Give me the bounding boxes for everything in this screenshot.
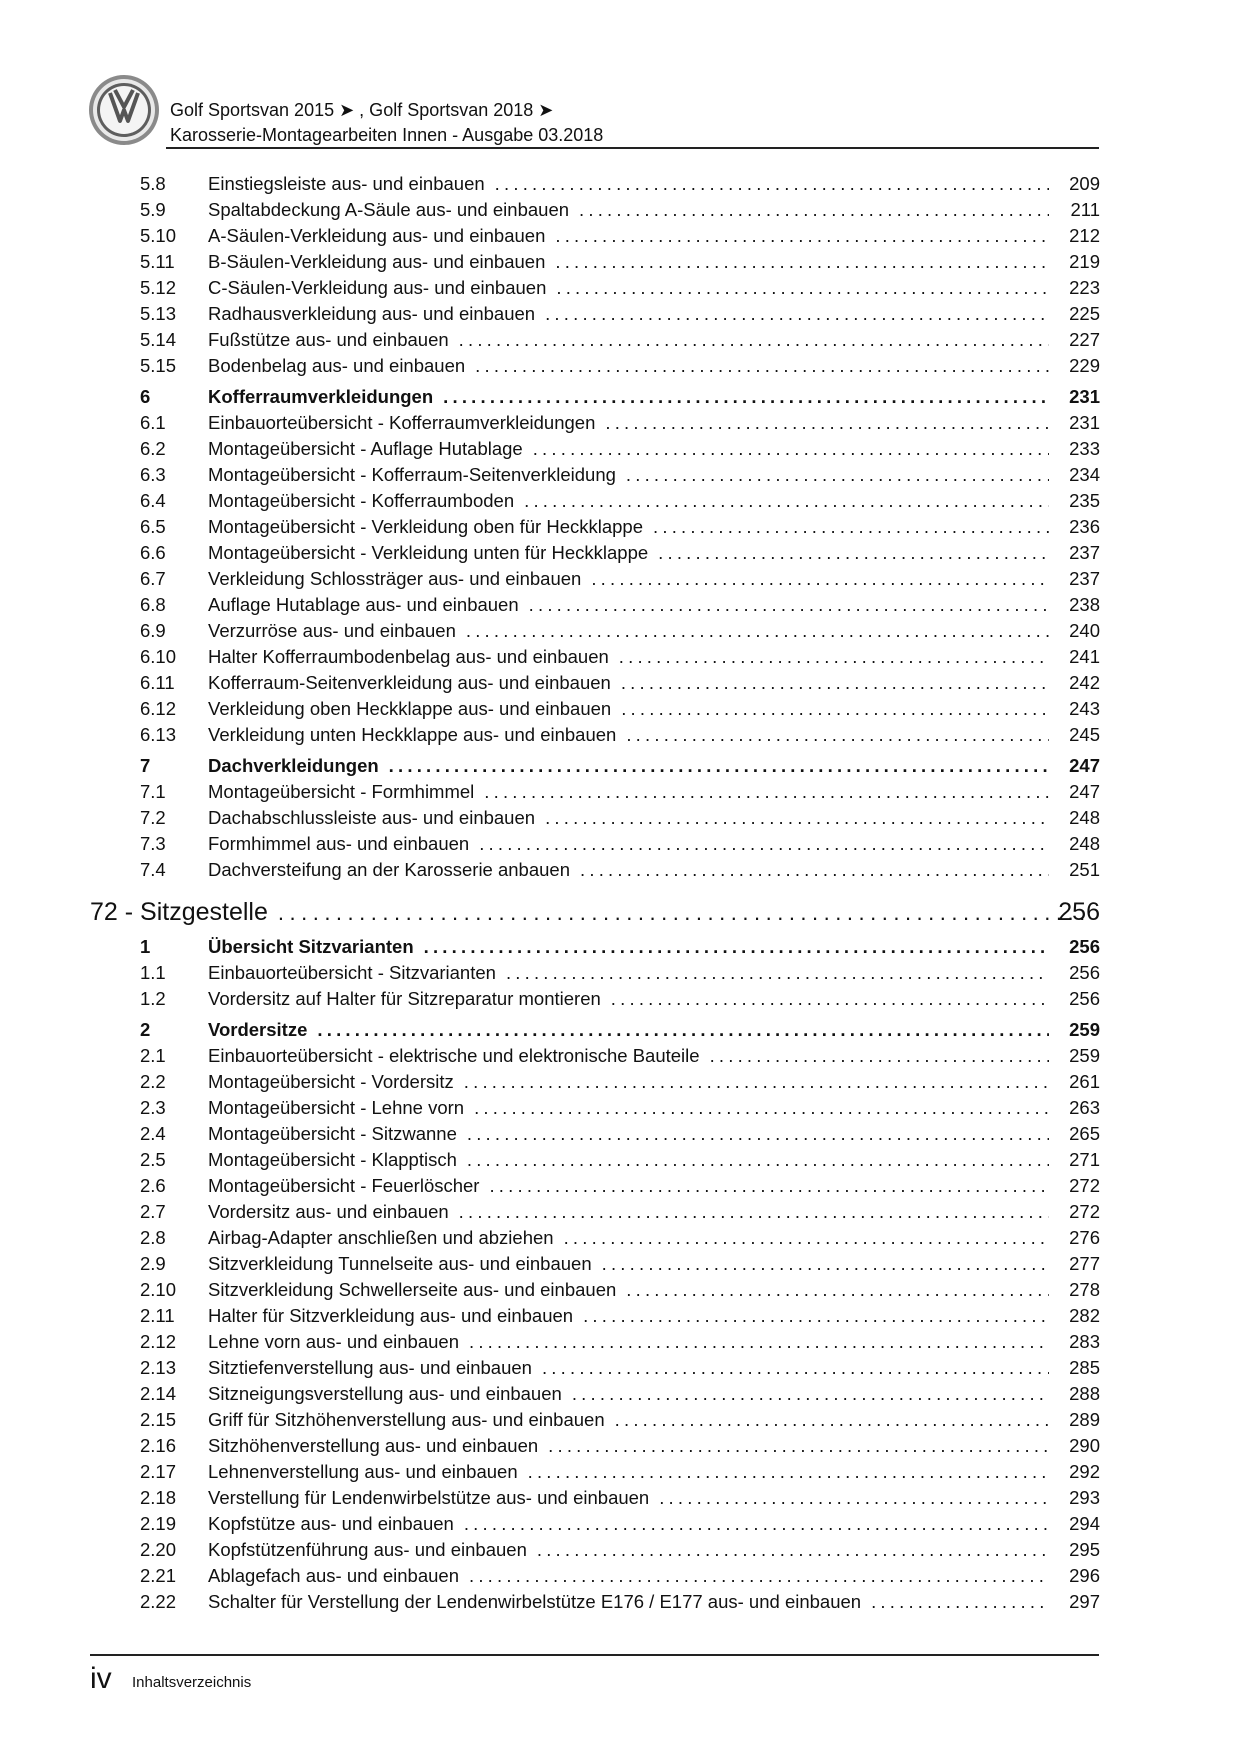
toc-entry-title: Schalter für Verstellung der Lendenwirbelstütze E176 / E177 aus- und einbauen .....	[208, 1589, 1049, 1615]
toc-entry-page: 248	[1069, 807, 1100, 828]
toc-entry[interactable]	[0, 1485, 1240, 1511]
toc-entry[interactable]	[0, 1043, 1240, 1069]
toc-entry-title: Dachabschlussleiste aus- und einbauen .....	[208, 805, 1049, 831]
toc-entry-title: Radhausverkleidung aus- und einbauen .....	[208, 301, 1049, 327]
toc-entry[interactable]	[0, 1459, 1240, 1485]
toc-entry[interactable]	[0, 1173, 1240, 1199]
toc-entry-title: Montageübersicht - Lehne vorn .....	[208, 1095, 1049, 1121]
toc-entry-page: 243	[1069, 698, 1100, 719]
toc-entry-title: Dachverkleidungen .....	[208, 753, 1049, 779]
toc-entry-number: 6.9	[140, 620, 166, 641]
toc-entry-page: 212	[1069, 225, 1100, 246]
toc-entry-page: 242	[1069, 672, 1100, 693]
toc-entry-number: 7.3	[140, 833, 166, 854]
toc-entry-number: 2.11	[140, 1305, 175, 1326]
toc-entry-number: 5.9	[140, 199, 166, 220]
toc-entry-title: Sitzneigungsverstellung aus- und einbauen .....	[208, 1381, 1049, 1407]
toc-entry-number: 6.5	[140, 516, 166, 537]
toc-entry-title: Übersicht Sitzvarianten .....	[208, 934, 1049, 960]
toc-entry[interactable]	[0, 353, 1240, 379]
toc-entry-title: Spaltabdeckung A-Säule aus- und einbauen .....	[208, 197, 1049, 223]
toc-entry-number: 2.4	[140, 1123, 166, 1144]
toc-entry-title: Vordersitze .....	[208, 1017, 1049, 1043]
toc-entry-number: 2.13	[140, 1357, 177, 1378]
toc-entry-page: 238	[1069, 594, 1100, 615]
toc-entry-page: 236	[1069, 516, 1100, 537]
toc-entry-title: Montageübersicht - Klapptisch .....	[208, 1147, 1049, 1173]
toc-entry-number: 1.1	[140, 962, 166, 983]
toc-entry-number: 7	[140, 755, 151, 776]
toc-entry-page: 261	[1069, 1071, 1100, 1092]
toc-entry[interactable]	[0, 171, 1240, 197]
toc-entry-title: Lehnenverstellung aus- und einbauen .....	[208, 1459, 1049, 1485]
toc-section[interactable]	[0, 934, 1240, 960]
toc-entry-page: 231	[1069, 386, 1100, 407]
toc-entry[interactable]	[0, 1563, 1240, 1589]
toc-entry[interactable]	[0, 1511, 1240, 1537]
toc-entry-number: 6.1	[140, 412, 166, 433]
toc-entry-page: 256	[1069, 962, 1100, 983]
toc-entry-title: Formhimmel aus- und einbauen .....	[208, 831, 1049, 857]
toc-entry[interactable]	[0, 1069, 1240, 1095]
toc-entry[interactable]	[0, 1381, 1240, 1407]
toc-entry[interactable]	[0, 1303, 1240, 1329]
toc-entry-page: 290	[1069, 1435, 1100, 1456]
toc-entry-number: 1.2	[140, 988, 166, 1009]
vw-logo	[88, 74, 160, 146]
toc-entry-page: 282	[1069, 1305, 1100, 1326]
toc-entry-number: 2.3	[140, 1097, 166, 1118]
toc-entry[interactable]	[0, 831, 1240, 857]
toc-entry-number: 2.5	[140, 1149, 166, 1170]
toc-entry-title: Verkleidung Schlossträger aus- und einbauen .....	[208, 566, 1049, 592]
toc-entry[interactable]	[0, 618, 1240, 644]
toc-entry[interactable]	[0, 275, 1240, 301]
toc-entry-number: 2.22	[140, 1591, 177, 1612]
toc-entry-title: Kopfstütze aus- und einbauen .....	[208, 1511, 1049, 1537]
toc-entry-number: 2	[140, 1019, 151, 1040]
toc-entry-title: Halter für Sitzverkleidung aus- und einbauen .....	[208, 1303, 1049, 1329]
toc-entry-number: 6.10	[140, 646, 177, 667]
toc-entry-title: Ablagefach aus- und einbauen .....	[208, 1563, 1049, 1589]
toc-entry[interactable]	[0, 197, 1240, 223]
toc-entry-page: 295	[1069, 1539, 1100, 1560]
toc-entry[interactable]	[0, 514, 1240, 540]
toc-entry[interactable]	[0, 805, 1240, 831]
toc-entry-title: Dachversteifung an der Karosserie anbauen .....	[208, 857, 1049, 883]
toc-entry-title: Einstiegsleiste aus- und einbauen .....	[208, 171, 1049, 197]
toc-entry[interactable]	[0, 488, 1240, 514]
toc-entry-number: 5.11	[140, 251, 175, 272]
toc-entry-page: 277	[1069, 1253, 1100, 1274]
toc-entry[interactable]	[0, 1433, 1240, 1459]
toc-entry-page: 247	[1069, 781, 1100, 802]
toc-entry-page: 227	[1069, 329, 1100, 350]
toc-entry-title: Auflage Hutablage aus- und einbauen .....	[208, 592, 1049, 618]
toc-entry-page: 285	[1069, 1357, 1100, 1378]
toc-entry-number: 2.2	[140, 1071, 166, 1092]
toc-entry[interactable]	[0, 540, 1240, 566]
toc-entry-page: 241	[1069, 646, 1100, 667]
toc-entry[interactable]	[0, 960, 1240, 986]
toc-entry-number: 6.11	[140, 672, 175, 693]
footer-page-number: iv	[90, 1662, 112, 1695]
header-divider	[166, 147, 1099, 149]
toc-entry-number: 7.1	[140, 781, 166, 802]
header-manual-title: Karosserie-Montagearbeiten Innen - Ausgabe 03.2018	[170, 125, 604, 145]
toc-entry-title: Kofferraumverkleidungen .....	[208, 384, 1049, 410]
toc-entry[interactable]	[0, 1121, 1240, 1147]
toc-entry-page: 294	[1069, 1513, 1100, 1534]
toc-entry-number: 2.6	[140, 1175, 166, 1196]
toc-entry[interactable]	[0, 1147, 1240, 1173]
toc-entry-title: Sitztiefenverstellung aus- und einbauen .....	[208, 1355, 1049, 1381]
toc-section[interactable]	[0, 384, 1240, 410]
toc-entry-number: 2.7	[140, 1201, 166, 1222]
toc-entry-number: 2.18	[140, 1487, 177, 1508]
toc-entry-title: Griff für Sitzhöhenverstellung aus- und einbauen .....	[208, 1407, 1049, 1433]
toc-entry-title: Sitzhöhenverstellung aus- und einbauen .....	[208, 1433, 1049, 1459]
toc-entry-page: 271	[1069, 1149, 1100, 1170]
toc-entry-title: Montageübersicht - Auflage Hutablage .....	[208, 436, 1049, 462]
toc-entry-title: Fußstütze aus- und einbauen .....	[208, 327, 1049, 353]
toc-entry[interactable]	[0, 1277, 1240, 1303]
toc-entry-page: 234	[1069, 464, 1100, 485]
toc-entry-title: Halter Kofferraumbodenbelag aus- und einbauen .....	[208, 644, 1049, 670]
toc-entry-page: 283	[1069, 1331, 1100, 1352]
toc-entry-title: A-Säulen-Verkleidung aus- und einbauen .....	[208, 223, 1049, 249]
toc-entry[interactable]	[0, 566, 1240, 592]
toc-entry-page: 288	[1069, 1383, 1100, 1404]
toc-entry-title: 72 - Sitzgestelle .....	[90, 896, 1090, 929]
toc-entry-title: Montageübersicht - Verkleidung unten für Heckklappe .....	[208, 540, 1049, 566]
toc-entry-page: 251	[1069, 859, 1100, 880]
toc-entry-number: 6.12	[140, 698, 177, 719]
toc-entry-page: 278	[1069, 1279, 1100, 1300]
toc-entry-number: 2.21	[140, 1565, 177, 1586]
toc-entry-number: 2.20	[140, 1539, 177, 1560]
toc-entry[interactable]	[0, 1329, 1240, 1355]
toc-entry-number: 6.4	[140, 490, 166, 511]
toc-entry-page: 211	[1070, 199, 1100, 220]
toc-entry[interactable]	[0, 670, 1240, 696]
toc-entry-title: Verkleidung unten Heckklappe aus- und einbauen .....	[208, 722, 1049, 748]
toc-entry-number: 6	[140, 386, 151, 407]
toc-entry[interactable]	[0, 722, 1240, 748]
toc-entry[interactable]	[0, 644, 1240, 670]
toc-entry-page: 235	[1069, 490, 1100, 511]
toc-entry-number: 6.7	[140, 568, 166, 589]
toc-entry-page: 256	[1069, 988, 1100, 1009]
toc-entry-page: 297	[1069, 1591, 1100, 1612]
toc-entry-title: Montageübersicht - Verkleidung oben für Heckklappe .....	[208, 514, 1049, 540]
toc-entry-page: 225	[1069, 303, 1100, 324]
toc-entry-page: 296	[1069, 1565, 1100, 1586]
toc-entry-number: 2.16	[140, 1435, 177, 1456]
toc-entry-page: 223	[1069, 277, 1100, 298]
toc-entry-page: 219	[1069, 251, 1100, 272]
toc-entry-title: Verkleidung oben Heckklappe aus- und einbauen .....	[208, 696, 1049, 722]
toc-entry-page: 276	[1069, 1227, 1100, 1248]
toc-entry-page: 293	[1069, 1487, 1100, 1508]
toc-entry-number: 1	[140, 936, 151, 957]
toc-entry-page: 237	[1069, 542, 1100, 563]
toc-entry-number: 5.14	[140, 329, 177, 350]
toc-entry-page: 248	[1069, 833, 1100, 854]
toc-section[interactable]	[0, 753, 1240, 779]
toc-entry-number: 5.12	[140, 277, 177, 298]
toc-entry[interactable]	[0, 1589, 1240, 1615]
toc-entry-title: Sitzverkleidung Tunnelseite aus- und einbauen .....	[208, 1251, 1049, 1277]
toc-entry[interactable]	[0, 779, 1240, 805]
toc-entry[interactable]	[0, 986, 1240, 1012]
toc-entry-title: Sitzverkleidung Schwellerseite aus- und einbauen .....	[208, 1277, 1049, 1303]
toc-entry-page: 231	[1069, 412, 1100, 433]
toc-entry[interactable]	[0, 327, 1240, 353]
toc-entry-number: 2.1	[140, 1045, 166, 1066]
toc-entry-title: Montageübersicht - Feuerlöscher .....	[208, 1173, 1049, 1199]
toc-entry-title: Airbag-Adapter anschließen und abziehen .....	[208, 1225, 1049, 1251]
toc-entry[interactable]	[0, 410, 1240, 436]
toc-entry[interactable]	[0, 592, 1240, 618]
toc-entry-title: Kofferraum-Seitenverkleidung aus- und einbauen .....	[208, 670, 1049, 696]
toc-entry-title: Montageübersicht - Sitzwanne .....	[208, 1121, 1049, 1147]
toc-entry-number: 5.13	[140, 303, 177, 324]
footer-title: Inhaltsverzeichnis	[132, 1674, 252, 1691]
toc-entry-page: 245	[1069, 724, 1100, 745]
toc-entry-number: 6.3	[140, 464, 166, 485]
toc-entry-page: 265	[1069, 1123, 1100, 1144]
toc-entry[interactable]	[0, 1537, 1240, 1563]
toc-entry[interactable]	[0, 696, 1240, 722]
toc-entry-page: 272	[1069, 1175, 1100, 1196]
toc-entry-title: Einbauorteübersicht - Kofferraumverkleidungen .....	[208, 410, 1049, 436]
toc-entry[interactable]	[0, 1225, 1240, 1251]
toc-entry-page: 209	[1069, 173, 1100, 194]
toc-entry[interactable]	[0, 1199, 1240, 1225]
toc-entry-title: Montageübersicht - Vordersitz .....	[208, 1069, 1049, 1095]
toc-entry-page: 289	[1069, 1409, 1100, 1430]
toc-entry-page: 256	[1058, 898, 1100, 926]
toc-entry-page: 240	[1069, 620, 1100, 641]
toc-entry[interactable]	[0, 436, 1240, 462]
header-vehicle-line: Golf Sportsvan 2015 ➤ , Golf Sportsvan 2018 ➤	[170, 100, 554, 120]
toc-entry-title: Einbauorteübersicht - elektrische und elektronische Bauteile .....	[208, 1043, 1049, 1069]
toc-entry-title: Verzurröse aus- und einbauen .....	[208, 618, 1049, 644]
toc-entry-title: Lehne vorn aus- und einbauen .....	[208, 1329, 1049, 1355]
table-of-contents	[0, 171, 1240, 1615]
toc-entry-page: 259	[1069, 1019, 1100, 1040]
toc-entry-number: 2.10	[140, 1279, 177, 1300]
toc-entry[interactable]	[0, 1407, 1240, 1433]
footer-divider	[90, 1654, 1099, 1656]
toc-entry-page: 233	[1069, 438, 1100, 459]
toc-entry-title: C-Säulen-Verkleidung aus- und einbauen .....	[208, 275, 1049, 301]
toc-entry-title: Vordersitz auf Halter für Sitzreparatur montieren .....	[208, 986, 1049, 1012]
toc-entry-number: 5.8	[140, 173, 166, 194]
toc-entry-title: Vordersitz aus- und einbauen .....	[208, 1199, 1049, 1225]
toc-entry-number: 2.17	[140, 1461, 177, 1482]
toc-entry-number: 6.2	[140, 438, 166, 459]
toc-entry[interactable]	[0, 249, 1240, 275]
toc-entry-page: 292	[1069, 1461, 1100, 1482]
toc-entry-number: 6.13	[140, 724, 177, 745]
toc-entry[interactable]	[0, 223, 1240, 249]
toc-entry[interactable]	[0, 1251, 1240, 1277]
toc-entry-number: 6.6	[140, 542, 166, 563]
toc-entry[interactable]	[0, 462, 1240, 488]
toc-entry-number: 2.9	[140, 1253, 166, 1274]
toc-entry-number: 2.8	[140, 1227, 166, 1248]
toc-entry-number: 2.19	[140, 1513, 177, 1534]
toc-entry-number: 2.14	[140, 1383, 177, 1404]
toc-entry[interactable]	[0, 1095, 1240, 1121]
toc-entry-page: 229	[1069, 355, 1100, 376]
toc-entry-page: 237	[1069, 568, 1100, 589]
toc-entry-number: 5.10	[140, 225, 177, 246]
toc-entry[interactable]	[0, 301, 1240, 327]
toc-entry-number: 7.4	[140, 859, 166, 880]
toc-entry-page: 272	[1069, 1201, 1100, 1222]
toc-entry[interactable]	[0, 1355, 1240, 1381]
toc-section[interactable]	[0, 1017, 1240, 1043]
toc-entry-number: 2.12	[140, 1331, 177, 1352]
toc-chapter[interactable]	[0, 896, 1240, 928]
toc-entry-title: Verstellung für Lendenwirbelstütze aus- und einbauen .....	[208, 1485, 1049, 1511]
toc-entry[interactable]	[0, 857, 1240, 883]
toc-entry-page: 247	[1069, 755, 1100, 776]
toc-entry-page: 259	[1069, 1045, 1100, 1066]
toc-entry-page: 263	[1069, 1097, 1100, 1118]
toc-entry-title: Bodenbelag aus- und einbauen .....	[208, 353, 1049, 379]
toc-entry-number: 2.15	[140, 1409, 177, 1430]
toc-entry-title: Montageübersicht - Kofferraumboden .....	[208, 488, 1049, 514]
toc-entry-title: Kopfstützenführung aus- und einbauen .....	[208, 1537, 1049, 1563]
toc-entry-number: 6.8	[140, 594, 166, 615]
toc-entry-number: 5.15	[140, 355, 177, 376]
toc-entry-page: 256	[1069, 936, 1100, 957]
toc-entry-title: Montageübersicht - Kofferraum-Seitenverkleidung .....	[208, 462, 1049, 488]
toc-entry-title: B-Säulen-Verkleidung aus- und einbauen .....	[208, 249, 1049, 275]
toc-entry-number: 7.2	[140, 807, 166, 828]
toc-entry-title: Montageübersicht - Formhimmel .....	[208, 779, 1049, 805]
toc-entry-title: Einbauorteübersicht - Sitzvarianten .....	[208, 960, 1049, 986]
